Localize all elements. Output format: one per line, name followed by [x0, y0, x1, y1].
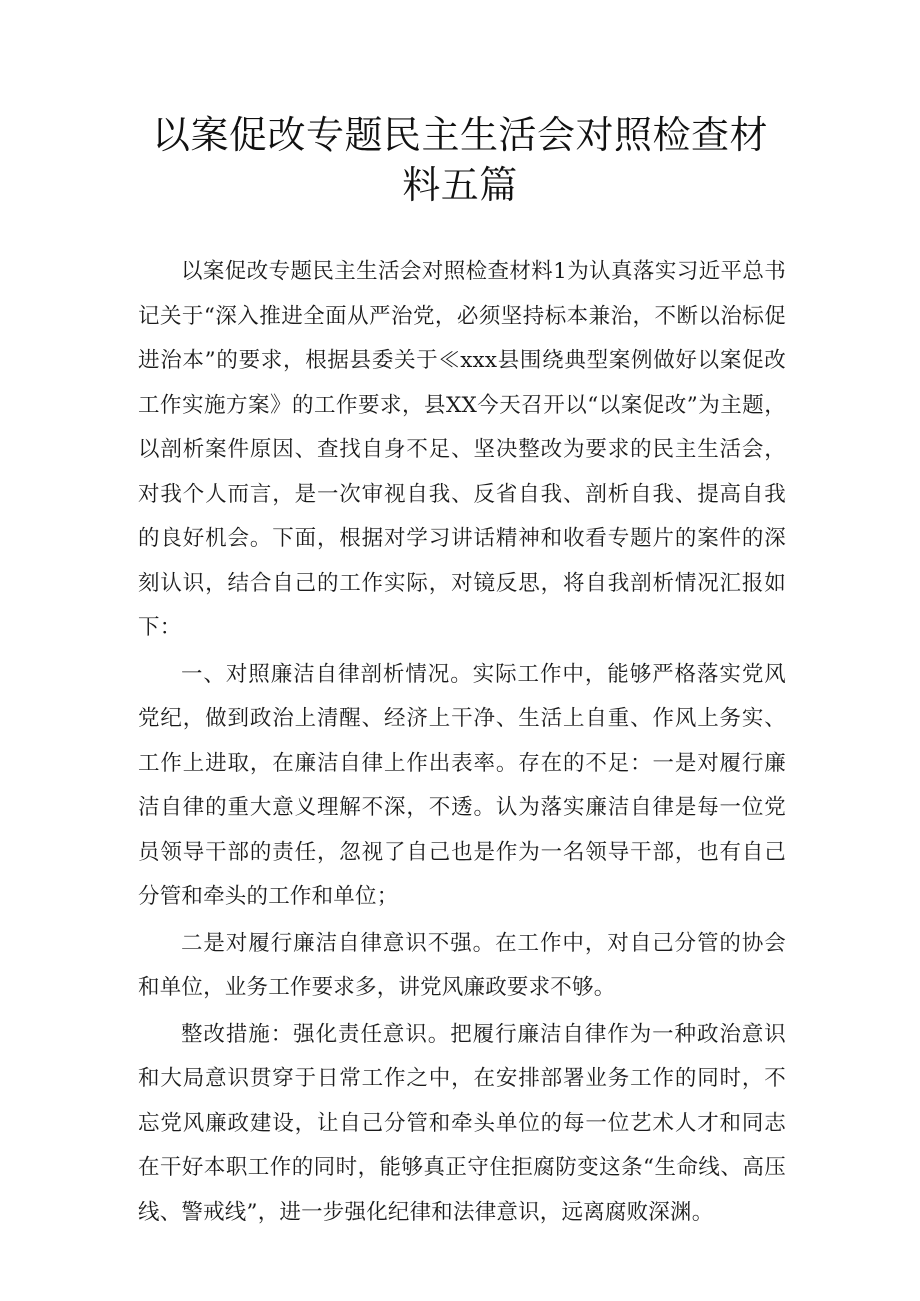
paragraph-awareness: 二是对履行廉洁自律意识不强。在工作中，对自己分管的协会和单位，业务工作要求多，讲党风廉政要求不够。 [138, 930, 786, 1000]
paragraph-rectification: 整改措施：强化责任意识。把履行廉洁自律作为一种政治意识和大局意识贯穿于日常工作之中，在安排部署业务工作的同时，不忘党风廉政建设，让自己分管和牵头单位的每一位艺术人才和同志在干好本职工作的同时，能够真正守住拒腐防变这条“生命线、高压线、警戒线”，进一步强化纪律和法律意识，远离腐败深渊。 [138, 1021, 786, 1225]
document-title: 以案促改专题民主生活会对照检查材料五篇 [151, 113, 768, 207]
paragraph-self-discipline: 一、对照廉洁自律剖析情况。实际工作中，能够严格落实党风党纪，做到政治上清醒、经济上干净、生活上自重、作风上务实、工作上进取，在廉洁自律上作出表率。存在的不足：一是对履行廉洁自律的重大意义理解不深，不透。认为落实廉洁自律是每一位党员领导干部的责任，忽视了自己也是作为一名领导干部，也有自己分管和牵头的工作和单位； [138, 661, 786, 909]
document-body [138, 250, 786, 1237]
paragraph-intro: 以案促改专题民主生活会对照检查材料1为认真落实习近平总书记关于“深入推进全面从严治党，必须坚持标本兼治，不断以治标促进治本”的要求，根据县委关于≪xxx县围绕典型案例做好以案促改工作实施方案》的工作要求，县XX今天召开以“以案促改”为主题，以剖析案件原因、查找自身不足、坚决整改为要求的民主生活会，对我个人而言，是一次审视自我、反省自我、剖析自我、提高自我的良好机会。下面，根据对学习讲话精神和收看专题片的案件的深刻认识，结合自己的工作实际，对镜反思，将自我剖析情况汇报如下： [138, 259, 786, 640]
